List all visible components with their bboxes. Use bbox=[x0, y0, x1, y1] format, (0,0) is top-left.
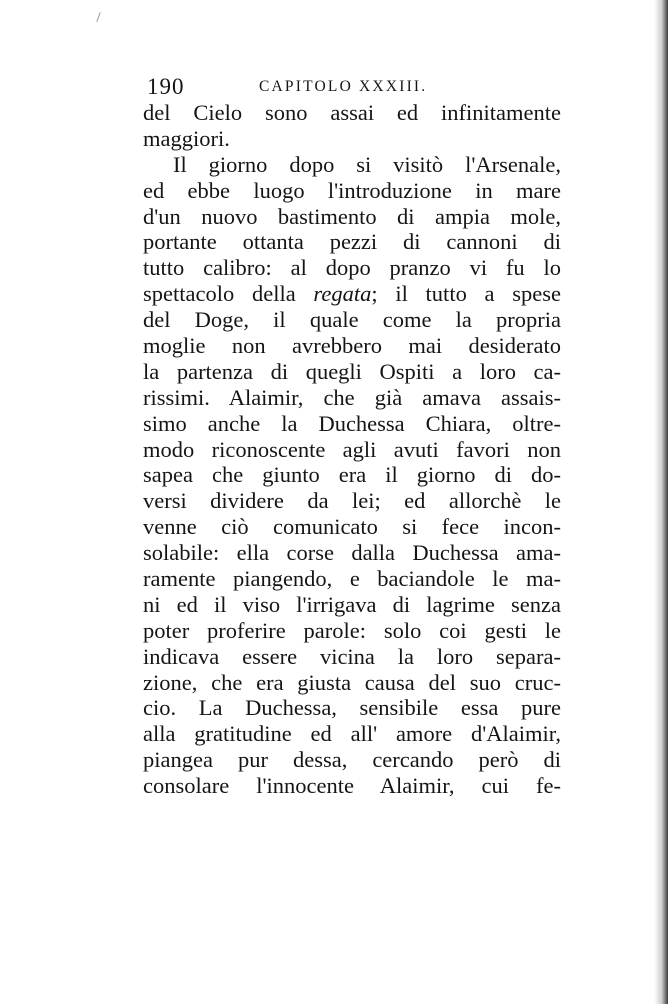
text-line: ni ed il viso l'irrigava di lagrime senza bbox=[143, 591, 561, 617]
text-line: del Doge, il quale come la propria bbox=[143, 307, 561, 333]
text-line bbox=[143, 281, 561, 307]
text-line: venne ciò comunicato si fece incon- bbox=[143, 514, 561, 540]
text-line: indicava essere vicina la loro separa- bbox=[143, 643, 561, 669]
text-line: maggiori. bbox=[143, 125, 230, 151]
text-line: sapea che giunto era il giorno di do- bbox=[143, 462, 561, 488]
text-line: moglie non avrebbero mai desiderato bbox=[143, 333, 561, 359]
text-line: rissimi. Alaimir, che già amava assais- bbox=[143, 384, 561, 410]
text-line: Il giorno dopo si visitò l'Arsenale, bbox=[173, 151, 561, 177]
text-line: alla gratitudine ed all' amore d'Alaimir, bbox=[143, 721, 561, 747]
text-line: ramente piangendo, e baciandole le ma- bbox=[143, 566, 561, 592]
text-line: portante ottanta pezzi di cannoni di bbox=[143, 229, 561, 255]
text-line: d'un nuovo bastimento di ampia mole, bbox=[143, 203, 561, 229]
text-line: tutto calibro: al dopo pranzo vi fu lo bbox=[143, 255, 561, 281]
italic-term: regata bbox=[313, 281, 372, 307]
text-line: ed ebbe luogo l'introduzione in mare bbox=[143, 177, 561, 203]
body-text bbox=[143, 100, 561, 799]
text-segment: ; il tutto a spese bbox=[371, 281, 562, 307]
text-line: cio. La Duchessa, sensibile essa pure bbox=[143, 695, 561, 721]
text-line: la partenza di quegli Ospiti a loro ca- bbox=[143, 358, 561, 384]
text-line: solabile: ella corse dalla Duchessa ama- bbox=[143, 540, 561, 566]
running-head: CAPITOLO XXXIII. bbox=[259, 78, 428, 95]
text-line: modo riconoscente agli avuti favori non bbox=[143, 436, 561, 462]
text-line: simo anche la Duchessa Chiara, oltre- bbox=[143, 410, 561, 436]
page-number: 190 bbox=[147, 74, 185, 99]
text-line: zione, che era giusta causa del suo cruc- bbox=[143, 669, 561, 695]
page-edge-shadow bbox=[654, 0, 668, 1004]
text-line: poter proferire parole: solo coi gesti le bbox=[143, 617, 561, 643]
text-line: consolare l'innocente Alaimir, cui fe- bbox=[143, 773, 561, 799]
text-line: piangea pur dessa, cercando però di bbox=[143, 747, 561, 773]
page-header bbox=[147, 74, 567, 100]
text-line: versi dividere da lei; ed allorchè le bbox=[143, 488, 561, 514]
text-line: del Cielo sono assai ed infinitamente bbox=[143, 100, 561, 125]
paper-mark bbox=[96, 12, 100, 22]
text-segment: spettacolo della bbox=[143, 281, 314, 307]
